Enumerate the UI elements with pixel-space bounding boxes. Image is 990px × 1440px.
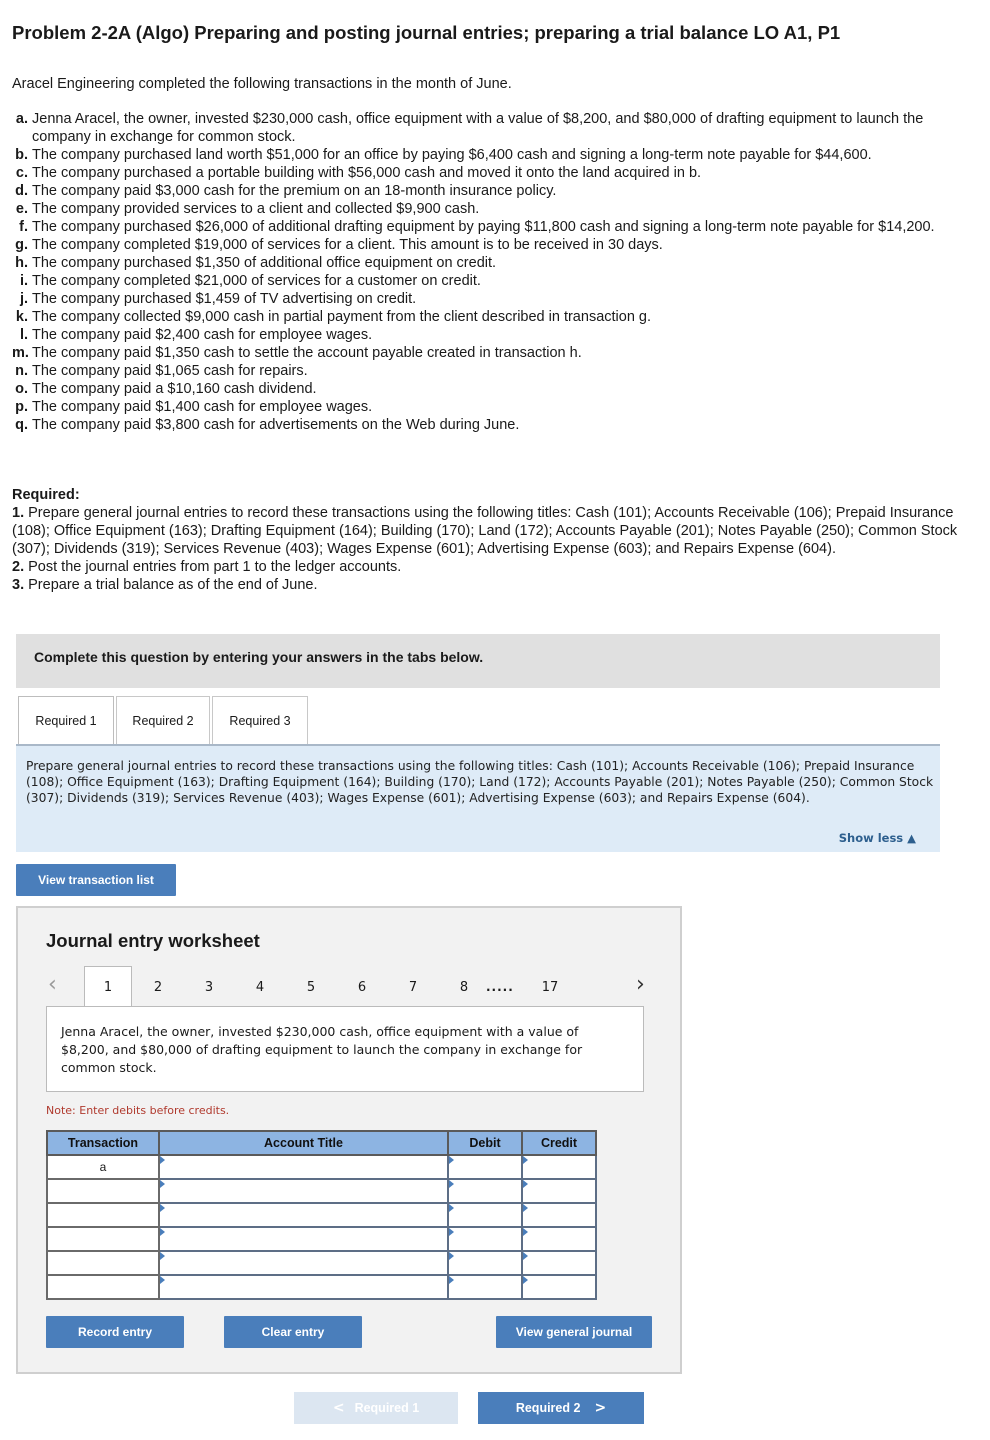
transaction-item bbox=[12, 164, 972, 182]
transaction-text: The company paid $2,400 cash for employee wages. bbox=[32, 327, 373, 343]
col-transaction-header: Transaction bbox=[47, 1131, 159, 1155]
page-3[interactable]: 3 bbox=[204, 979, 214, 995]
account-title-input-cell bbox=[159, 1251, 448, 1275]
required-item-number: 3. bbox=[12, 577, 25, 593]
transaction-item bbox=[12, 146, 972, 164]
transaction-item bbox=[12, 380, 972, 398]
transaction-item bbox=[12, 110, 972, 146]
credit-input-cell bbox=[522, 1227, 596, 1251]
transaction-text: The company completed $21,000 of services for a customer on credit. bbox=[32, 273, 481, 289]
debit-input-cell bbox=[448, 1203, 522, 1227]
account-title-input[interactable] bbox=[160, 1252, 447, 1274]
problem-title: Problem 2-2A (Algo) Preparing and posting journal entries; preparing a trial balance LO A1, P1 bbox=[12, 22, 841, 43]
transaction-text: The company paid $1,400 cash for employee wages. bbox=[32, 399, 373, 415]
journal-row bbox=[47, 1251, 596, 1275]
next-required-label: Required 2 bbox=[515, 1401, 581, 1415]
debit-input-cell bbox=[448, 1155, 522, 1179]
transaction-text: The company completed $19,000 of services for a client. This amount is to be received in 30 days. bbox=[32, 237, 663, 253]
required-item bbox=[12, 504, 967, 558]
transaction-cell bbox=[47, 1227, 159, 1251]
show-less-link[interactable]: Show less ▲ bbox=[838, 831, 916, 845]
debit-input-cell bbox=[448, 1275, 522, 1299]
transaction-item bbox=[12, 362, 972, 380]
transaction-item bbox=[12, 200, 972, 218]
transaction-text: The company purchased $26,000 of additional drafting equipment by paying $11,800 cash and signing a long-term note payable for $14,200. bbox=[32, 219, 935, 235]
required-item-text: Prepare general journal entries to record these transactions using the following titles: Cash (101); Accounts Receivable (106); Prepaid Insurance (108); Office Equipment (163); Drafting Equipment (164); Building (170); Land (172); Accounts Payable (201); Notes Payable (250); Common Stock (307); Dividends (319); Services Revenue (403); Wages Expense (601); Advertising Expense (603); and Repairs Expense (604). bbox=[12, 505, 958, 557]
instructions-bar bbox=[16, 634, 940, 688]
transaction-item bbox=[12, 254, 972, 272]
transaction-text: The company paid a $10,160 cash dividend. bbox=[32, 381, 317, 397]
transaction-text: Jenna Aracel, the owner, invested $230,000 cash, office equipment with a value of $8,200, and $80,000 of drafting equipment to launch the company in exchange for common stock. bbox=[32, 111, 924, 145]
debit-input-cell bbox=[448, 1251, 522, 1275]
transaction-letter: n. bbox=[15, 363, 28, 379]
tab-instructions bbox=[16, 746, 940, 852]
instructions-bar-text: Complete this question by entering your answers in the tabs below. bbox=[34, 649, 484, 665]
clear-entry-button[interactable]: Clear entry bbox=[224, 1316, 362, 1348]
required-item-number: 2. bbox=[12, 559, 25, 575]
transaction-letter: l. bbox=[19, 327, 28, 343]
transaction-letter: b. bbox=[15, 147, 28, 163]
transaction-item bbox=[12, 308, 972, 326]
debit-input[interactable] bbox=[449, 1228, 521, 1250]
account-title-input-cell bbox=[159, 1155, 448, 1179]
transaction-cell bbox=[47, 1179, 159, 1203]
account-title-input-cell bbox=[159, 1203, 448, 1227]
next-page-icon[interactable]: › bbox=[636, 972, 645, 997]
transaction-item bbox=[12, 326, 972, 344]
journal-row bbox=[47, 1179, 596, 1203]
transaction-item bbox=[12, 416, 972, 434]
problem-intro: Aracel Engineering completed the following transactions in the month of June. bbox=[12, 76, 512, 92]
transaction-cell: a bbox=[47, 1155, 159, 1179]
journal-row bbox=[47, 1203, 596, 1227]
transaction-cell bbox=[47, 1275, 159, 1299]
transaction-letter: e. bbox=[15, 201, 28, 217]
page-5[interactable]: 5 bbox=[306, 979, 316, 995]
journal-row bbox=[47, 1155, 596, 1179]
transaction-item bbox=[12, 182, 972, 200]
account-title-input[interactable] bbox=[160, 1276, 447, 1298]
transaction-letter: p. bbox=[15, 399, 28, 415]
transaction-letter: k. bbox=[15, 309, 28, 325]
journal-row bbox=[47, 1275, 596, 1299]
journal-row bbox=[47, 1227, 596, 1251]
debit-credit-note: Note: Enter debits before credits. bbox=[46, 1104, 230, 1117]
credit-input[interactable] bbox=[523, 1276, 595, 1298]
view-transaction-list-button[interactable]: View transaction list bbox=[16, 864, 176, 896]
transaction-item bbox=[12, 290, 972, 308]
transaction-item bbox=[12, 272, 972, 290]
transaction-text: The company purchased $1,459 of TV advertising on credit. bbox=[32, 291, 417, 307]
credit-input-cell bbox=[522, 1203, 596, 1227]
account-title-input[interactable] bbox=[160, 1228, 447, 1250]
col-debit-header: Debit bbox=[448, 1131, 522, 1155]
required-item bbox=[12, 558, 967, 576]
credit-input-cell bbox=[522, 1251, 596, 1275]
prev-required-button[interactable] bbox=[294, 1392, 458, 1424]
required-heading: Required: bbox=[12, 487, 80, 503]
debit-input-cell bbox=[448, 1227, 522, 1251]
prev-page-icon[interactable]: ‹ bbox=[48, 972, 57, 997]
page-17[interactable]: 17 bbox=[541, 979, 559, 995]
credit-input[interactable] bbox=[523, 1228, 595, 1250]
required-item-number: 1. bbox=[12, 505, 25, 521]
chevron-left-icon: < bbox=[332, 1400, 345, 1416]
transaction-item bbox=[12, 218, 972, 236]
credit-input-cell bbox=[522, 1155, 596, 1179]
required-item-text: Post the journal entries from part 1 to the ledger accounts. bbox=[28, 559, 402, 575]
required-item-text: Prepare a trial balance as of the end of June. bbox=[28, 577, 318, 593]
transaction-text: The company purchased land worth $51,000 for an office by paying $6,400 cash and signing a long-term note payable for $44,600. bbox=[32, 147, 872, 163]
debit-input[interactable] bbox=[449, 1204, 521, 1226]
credit-input[interactable] bbox=[523, 1156, 595, 1178]
tab-required-1[interactable]: Required 1 bbox=[18, 696, 114, 744]
transaction-text: The company paid $3,800 cash for advertisements on the Web during June. bbox=[32, 417, 520, 433]
tab-instructions-text: Prepare general journal entries to record these transactions using the following titles: Cash (101); Accounts Receivable (106); Prepaid Insurance (108); Office Equipment (163); Drafting Equipment (164); Building (170); Land (172); Accounts Payable (201); Notes Payable (250); Common Stock (307); Dividends (319); Services Revenue (403); Wages Expense (601); Advertising Expense (603); and Repairs Expense (604). bbox=[26, 759, 934, 805]
col-credit-header: Credit bbox=[522, 1131, 596, 1155]
transaction-cell bbox=[47, 1203, 159, 1227]
transaction-letter: c. bbox=[15, 165, 28, 181]
debit-input[interactable] bbox=[449, 1156, 521, 1178]
transaction-text: The company provided services to a client and collected $9,900 cash. bbox=[32, 201, 480, 217]
transaction-text: The company paid $1,350 cash to settle the account payable created in transaction h. bbox=[32, 345, 582, 361]
credit-input-cell bbox=[522, 1275, 596, 1299]
col-account-title-header: Account Title bbox=[159, 1131, 448, 1155]
page-7[interactable]: 7 bbox=[408, 979, 418, 995]
chevron-right-icon: > bbox=[594, 1400, 607, 1416]
transaction-cell bbox=[47, 1251, 159, 1275]
page-8[interactable]: 8 bbox=[459, 979, 469, 995]
account-title-input[interactable] bbox=[160, 1204, 447, 1226]
transaction-letter: q. bbox=[15, 417, 28, 433]
debit-input[interactable] bbox=[449, 1252, 521, 1274]
page-4[interactable]: 4 bbox=[255, 979, 265, 995]
worksheet-pager bbox=[18, 966, 680, 1008]
transaction-list bbox=[12, 110, 972, 434]
journal-table bbox=[46, 1130, 597, 1300]
transaction-letter: f. bbox=[19, 219, 28, 235]
account-title-input-cell bbox=[159, 1227, 448, 1251]
transaction-letter: j. bbox=[19, 291, 28, 307]
transaction-letter: o. bbox=[15, 381, 28, 397]
transaction-item bbox=[12, 344, 972, 362]
transaction-letter: a. bbox=[15, 111, 28, 127]
worksheet-title: Journal entry worksheet bbox=[46, 930, 260, 951]
credit-input[interactable] bbox=[523, 1180, 595, 1202]
view-general-journal-button[interactable]: View general journal bbox=[496, 1316, 652, 1348]
tab-required-3[interactable]: Required 3 bbox=[212, 696, 308, 744]
account-title-input-cell bbox=[159, 1275, 448, 1299]
page-1[interactable]: 1 bbox=[84, 966, 132, 1008]
transaction-text: The company purchased a portable building with $56,000 cash and moved it onto the land acquired in b. bbox=[32, 165, 702, 181]
account-title-input-cell bbox=[159, 1179, 448, 1203]
credit-input[interactable] bbox=[523, 1204, 595, 1226]
transaction-item bbox=[12, 236, 972, 254]
credit-input-cell bbox=[522, 1179, 596, 1203]
page-ellipsis: ..... bbox=[486, 980, 514, 994]
transaction-text: The company paid $1,065 cash for repairs. bbox=[32, 363, 308, 379]
transaction-letter: m. bbox=[12, 345, 29, 361]
journal-entry-worksheet bbox=[16, 906, 682, 1374]
debit-input-cell bbox=[448, 1179, 522, 1203]
next-required-button[interactable] bbox=[478, 1392, 644, 1424]
transaction-letter: d. bbox=[15, 183, 28, 199]
required-item bbox=[12, 576, 967, 594]
prev-required-label: Required 1 bbox=[354, 1401, 420, 1415]
page-2[interactable]: 2 bbox=[153, 979, 163, 995]
transaction-text: The company purchased $1,350 of additional office equipment on credit. bbox=[32, 255, 497, 271]
credit-input[interactable] bbox=[523, 1252, 595, 1274]
required-section bbox=[12, 486, 967, 594]
record-entry-button[interactable]: Record entry bbox=[46, 1316, 184, 1348]
transaction-letter: i. bbox=[19, 273, 28, 289]
debit-input[interactable] bbox=[449, 1276, 521, 1298]
transaction-item bbox=[12, 398, 972, 416]
transaction-text: The company collected $9,000 cash in partial payment from the client described in transaction g. bbox=[32, 309, 652, 325]
transaction-letter: h. bbox=[15, 255, 28, 271]
account-title-input[interactable] bbox=[160, 1180, 447, 1202]
transaction-text: The company paid $3,000 cash for the premium on an 18-month insurance policy. bbox=[32, 183, 557, 199]
transaction-letter: g. bbox=[15, 237, 28, 253]
tab-required-2[interactable]: Required 2 bbox=[116, 696, 210, 744]
account-title-input[interactable] bbox=[160, 1156, 447, 1178]
transaction-description bbox=[46, 1006, 644, 1092]
debit-input[interactable] bbox=[449, 1180, 521, 1202]
page-6[interactable]: 6 bbox=[357, 979, 367, 995]
transaction-description-text: Jenna Aracel, the owner, invested $230,000 cash, office equipment with a value of $8,200, and $80,000 of drafting equipment to launch the company in exchange for common stock. bbox=[61, 1024, 583, 1075]
